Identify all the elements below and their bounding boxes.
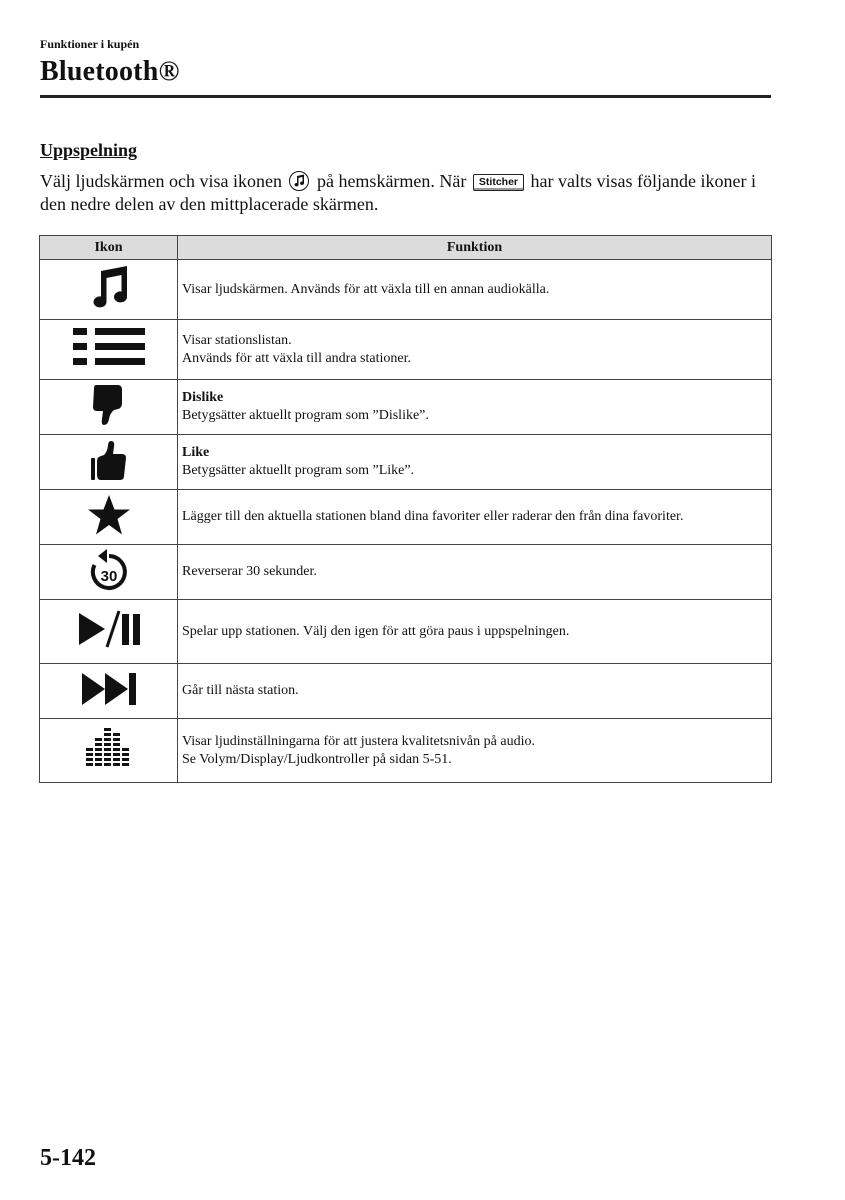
table-row <box>40 320 772 380</box>
icon-function-table <box>39 235 772 783</box>
row-description: Reverserar 30 sekunder. <box>182 564 317 579</box>
row-description: Visar ljudskärmen. Används för att växla till en annan audiokälla. <box>182 281 550 297</box>
table-row <box>40 490 772 545</box>
next-track-icon <box>80 671 138 707</box>
table-row <box>40 545 772 600</box>
row-description: Betygsätter aktuellt program som ”Dislike”. <box>182 408 429 423</box>
row-description: Betygsätter aktuellt program som ”Like”. <box>182 463 415 478</box>
rewind-30-label: 30 <box>100 567 117 585</box>
row-title: Dislike <box>182 390 224 405</box>
list-icon <box>73 326 145 368</box>
title-divider <box>40 95 771 98</box>
row-description: Visar stationslistan. <box>182 332 292 348</box>
column-header-function: Funktion <box>178 236 772 260</box>
intro-paragraph <box>40 170 780 216</box>
table-row <box>40 260 772 320</box>
page-number: 5-142 <box>40 1145 96 1171</box>
thumbs-up-icon <box>91 439 127 481</box>
table-row <box>40 664 772 719</box>
row-description: Lägger till den aktuella stationen bland dina favoriter eller raderar den från dina favoriter. <box>182 509 684 524</box>
table-row <box>40 380 772 435</box>
row-description: Spelar upp stationen. Välj den igen för att göra paus i uppspelningen. <box>182 623 570 639</box>
subheading: Uppspelning <box>40 140 138 160</box>
column-header-icon: Ikon <box>40 236 178 260</box>
rewind-30-icon <box>88 548 130 592</box>
row-description: Går till nästa station. <box>182 683 299 698</box>
row-description: Se Volym/Display/Ljudkontroller på sidan 5-51. <box>182 751 452 767</box>
table-row <box>40 719 772 783</box>
intro-text-3: har valts visas följande ikoner i den nedre delen av den mittplacerade skärmen. <box>40 171 756 214</box>
row-description: Visar ljudinställningarna för att justera kvalitetsnivån på audio. <box>182 733 535 749</box>
section-label: Funktioner i kupén <box>40 37 140 51</box>
thumbs-down-icon <box>92 383 126 427</box>
page-title: Bluetooth® <box>40 56 180 87</box>
row-title: Like <box>182 445 210 460</box>
intro-text-2: på hemskärmen. När <box>316 171 467 191</box>
music-note-icon <box>87 264 131 310</box>
table-row <box>40 435 772 490</box>
table-row <box>40 600 772 664</box>
row-description: Används för att växla till andra stationer. <box>182 350 411 366</box>
star-icon <box>87 494 131 536</box>
play-pause-icon <box>77 609 141 649</box>
equalizer-icon <box>84 726 134 770</box>
stitcher-button: Stitcher <box>473 174 524 191</box>
intro-text-1: Välj ljudskärmen och visa ikonen <box>40 171 282 191</box>
music-note-icon <box>289 171 309 191</box>
table-header-row <box>40 236 772 260</box>
